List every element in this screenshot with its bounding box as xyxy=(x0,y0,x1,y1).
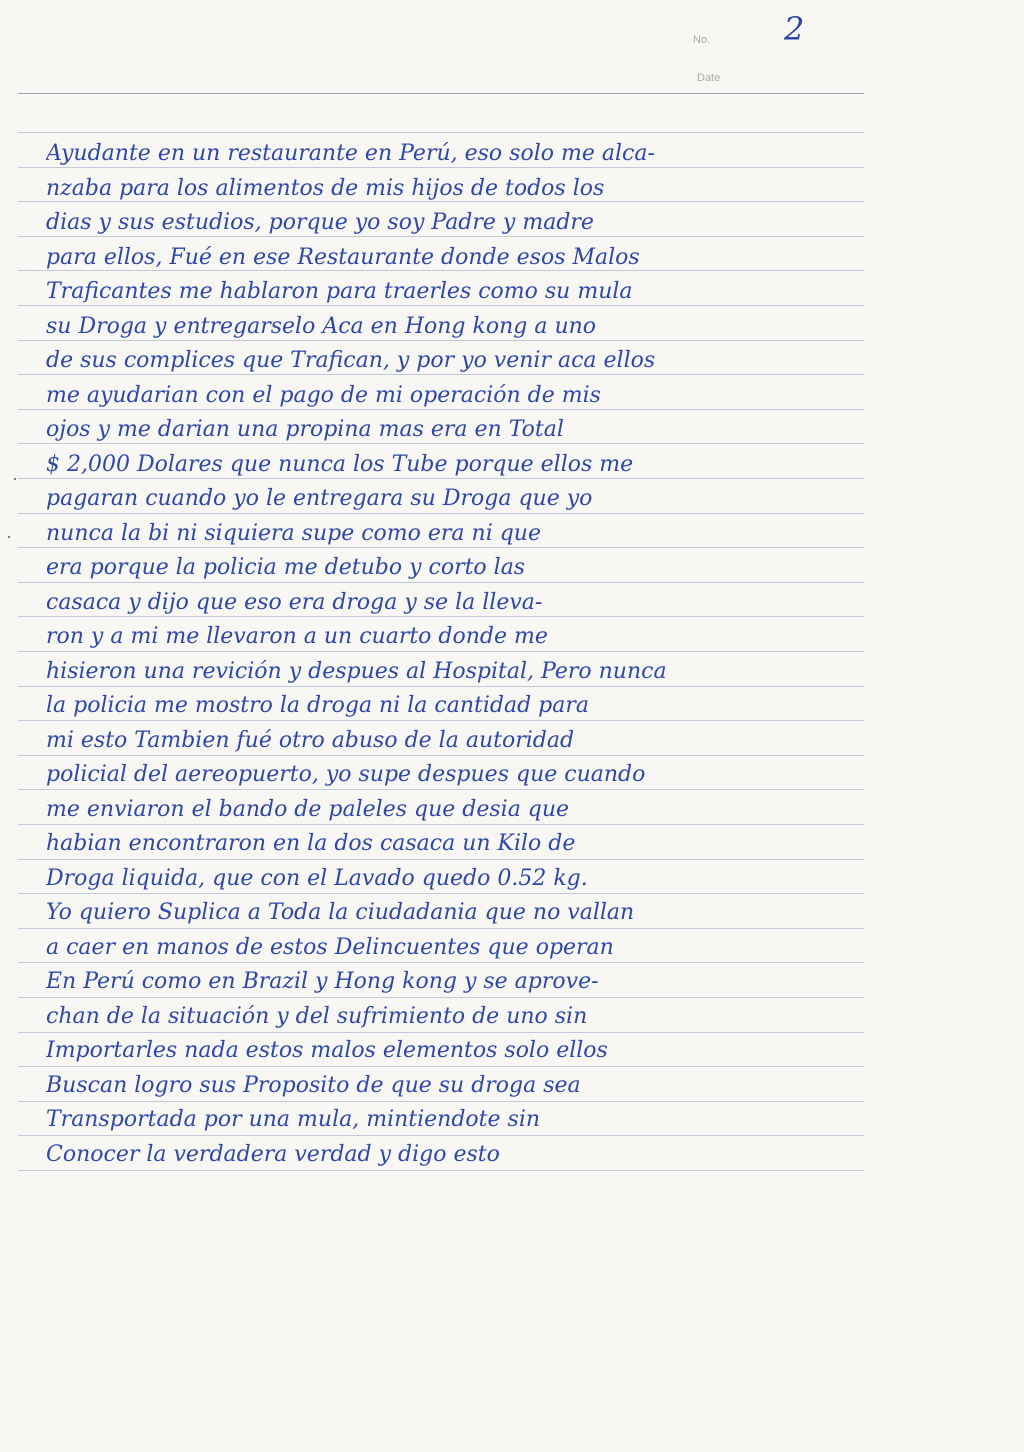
text-line: dias y sus estudios, porque yo soy Padre y madre xyxy=(46,210,594,235)
text-line: casaca y dijo que eso era droga y se la lleva- xyxy=(46,590,543,615)
text-line: Transportada por una mula, mintiendote sin xyxy=(46,1107,541,1132)
show-through-text xyxy=(40,56,600,80)
ruled-line xyxy=(18,132,864,133)
text-line: ojos y me darian una propina mas era en Total xyxy=(46,417,564,442)
number-label: No. xyxy=(693,34,711,46)
text-line: mi esto Tambien fué otro abuso de la autoridad xyxy=(46,728,575,753)
text-line: la policia me mostro la droga ni la cantidad para xyxy=(46,693,589,718)
text-line: nunca la bi ni siquiera supe como era ni que xyxy=(46,521,541,546)
page-number: 2 xyxy=(784,10,805,48)
text-line: Yo quiero Suplica a Toda la ciudadania que no vallan xyxy=(46,900,635,925)
text-line: pagaran cuando yo le entregara su Droga que yo xyxy=(46,486,593,511)
text-line: chan de la situación y del sufrimiento de uno sin xyxy=(46,1004,588,1029)
text-line: a caer en manos de estos Delincuentes que operan xyxy=(46,935,614,960)
text-line: Buscan logro sus Proposito de que su droga sea xyxy=(46,1073,581,1098)
text-line: me ayudarian con el pago de mi operación de mis xyxy=(46,383,601,408)
scan-speck xyxy=(8,536,10,538)
text-line: policial del aereopuerto, yo supe despues que cuando xyxy=(46,762,646,787)
text-line: habian encontraron en la dos casaca un Kilo de xyxy=(46,831,576,856)
text-line: $ 2,000 Dolares que nunca los Tube porque ellos me xyxy=(46,452,634,477)
text-line: Traficantes me hablaron para traerles como su mula xyxy=(46,279,633,304)
text-line: era porque la policia me detubo y corto las xyxy=(46,555,526,580)
ruled-line xyxy=(18,93,864,94)
date-label: Date xyxy=(697,72,721,84)
text-line: Importarles nada estos malos elementos solo ellos xyxy=(46,1038,608,1063)
text-line: ron y a mi me llevaron a un cuarto donde me xyxy=(46,624,548,649)
text-line: su Droga y entregarselo Aca en Hong kong a uno xyxy=(46,314,597,339)
text-line: para ellos, Fué en ese Restaurante donde esos Malos xyxy=(46,245,640,270)
text-line: Droga liquida, que con el Lavado quedo 0.52 kg. xyxy=(46,866,588,891)
text-line: me enviaron el bando de paleles que desia que xyxy=(46,797,570,822)
text-line: En Perú como en Brazil y Hong kong y se aprove- xyxy=(46,969,599,994)
text-line: de sus complices que Trafican, y por yo venir aca ellos xyxy=(46,348,656,373)
text-line: Conocer la verdadera verdad y digo esto xyxy=(46,1142,500,1167)
text-line: Ayudante en un restaurante en Perú, eso solo me alca- xyxy=(46,141,655,166)
text-line: nzaba para los alimentos de mis hijos de todos los xyxy=(46,176,605,201)
text-line: hisieron una revición y despues al Hospital, Pero nunca xyxy=(46,659,667,684)
scan-speck xyxy=(14,478,16,480)
